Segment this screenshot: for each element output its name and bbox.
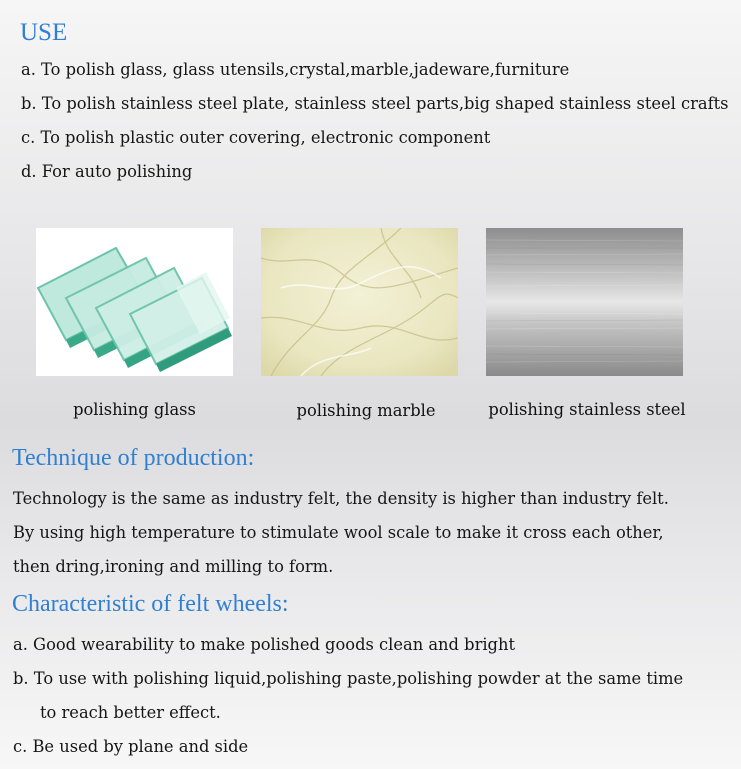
glass-sheets-image [36, 228, 233, 376]
characteristic-line-b-cont: to reach better effect. [40, 703, 221, 722]
use-item-a: a. To polish glass, glass utensils,crystal,marble,jadeware,furniture [21, 60, 570, 79]
use-heading: USE [20, 19, 68, 46]
marble-texture-image [261, 228, 458, 376]
use-item-c: c. To polish plastic outer covering, electronic component [21, 128, 491, 147]
characteristic-line-b: b. To use with polishing liquid,polishing paste,polishing powder at the same time [13, 669, 684, 688]
characteristic-heading: Characteristic of felt wheels: [12, 591, 289, 617]
use-item-b: b. To polish stainless steel plate, stainless steel parts,big shaped stainless steel crafts [21, 94, 729, 113]
characteristic-line-c: c. Be used by plane and side [13, 737, 249, 756]
technique-line-1: Technology is the same as industry felt, the density is higher than industry felt. [13, 489, 669, 508]
caption-polishing-marble: polishing marble [296, 401, 436, 420]
use-item-d: d. For auto polishing [21, 162, 193, 181]
technique-line-2: By using high temperature to stimulate wool scale to make it cross each other, [13, 523, 664, 542]
characteristic-line-a: a. Good wearability to make polished goods clean and bright [13, 635, 516, 654]
caption-polishing-stainless-steel: polishing stainless steel [488, 400, 686, 419]
brushed-steel-image [486, 228, 683, 376]
technique-heading: Technique of production: [12, 445, 255, 471]
caption-polishing-glass: polishing glass [73, 400, 196, 419]
technique-line-3: then dring,ironing and milling to form. [13, 557, 334, 576]
